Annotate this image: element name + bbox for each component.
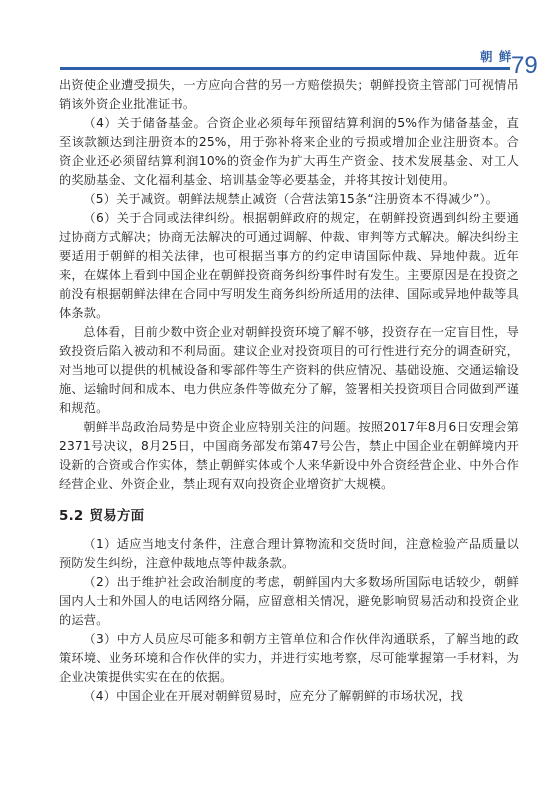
paragraph: 出资使企业遭受损失，一方应向合营的另一方赔偿损失；朝鲜投资主管部门可视情吊销该外资企业批准证书。 (59, 78, 519, 111)
section-title: 贸易方面 (89, 508, 145, 524)
paragraph: （6）关于合同或法律纠纷。根据朝鲜政府的规定，在朝鲜投资遇到纠纷主要通过协商方式解决；协商无法解决的可通过调解、仲裁、审判等方式解决。解决纠纷主要适用于朝鲜的相关法律，也可根据当事方的约定申请国际仲裁、异地仲裁。近年来，在媒体上看到中国企业在朝鲜投资商务纠纷事件时有发生。主要原因是在投资之前没有根据朝鲜法律在合同中写明发生商务纠纷所适用的法律、国际或异地仲裁等具体条款。 (59, 211, 519, 320)
paragraph: （4）关于储备基金。合资企业必须每年预留结算利润的5%作为储备基金，直至该款额达到注册资本的25%，用于弥补将来企业的亏损或增加企业注册资本。合资企业还必须留结算利润10%的资金作为扩大再生产资金、技术发展基金、对工人的奖励基金、文化福利基金、培训基金等必要基金，并将其按计划使用。 (59, 116, 519, 187)
section-number: 5.2 (59, 508, 84, 524)
header-rule (60, 67, 510, 70)
section-heading (59, 507, 519, 526)
running-title: 朝 鲜 (480, 49, 513, 64)
paragraph: （3）中方人员应尽可能多和朝方主管单位和合作伙伴沟通联系，了解当地的政策环境、业务环境和合作伙伴的实力，并进行实地考察，尽可能掌握第一手材料，为企业决策提供实实在在的依据。 (59, 632, 519, 684)
section-body (59, 535, 519, 706)
paragraph: （4）中国企业在开展对朝鲜贸易时，应充分了解朝鲜的市场状况，找 (83, 689, 463, 703)
paragraph: 朝鲜半岛政治局势是中资企业应特别关注的问题。按照2017年8月6日安理会第2371号决议，8月25日，中国商务部发布第47号公告，禁止中国企业在朝鲜境内开设新的合资或合作实体，禁止朝鲜实体或个人来华新设中外合资经营企业、中外合作经营企业、外资企业，禁止现有双向投资企业增资扩大规模。 (59, 420, 519, 491)
page-number: 79 (511, 52, 538, 79)
page-body (59, 76, 519, 706)
paragraph: （5）关于减资。朝鲜法规禁止减资（合营法第15条“注册资本不得减少”）。 (83, 192, 499, 206)
paragraph: （2）出于维护社会政治制度的考虑，朝鲜国内大多数场所国际电话较少，朝鲜国内人士和外国人的电话网络分隔，应留意相关情况，避免影响贸易活动和投资企业的运营。 (59, 575, 519, 627)
page-header (0, 0, 559, 78)
paragraph: 总体看，目前少数中资企业对朝鲜投资环境了解不够，投资存在一定盲目性，导致投资后陷入被动和不利局面。建议企业对投资项目的可行性进行充分的调查研究，对当地可以提供的机械设备和零部件等生产资料的供应情况、基础设施、交通运输设施、运输时间和成本、电力供应条件等做充分了解，签署相关投资项目合同做到严谨和规范。 (59, 325, 519, 415)
paragraph: （1）适应当地支付条件，注意合理计算物流和交货时间，注意检验产品质量以预防发生纠纷，注意仲裁地点等仲裁条款。 (59, 537, 519, 570)
